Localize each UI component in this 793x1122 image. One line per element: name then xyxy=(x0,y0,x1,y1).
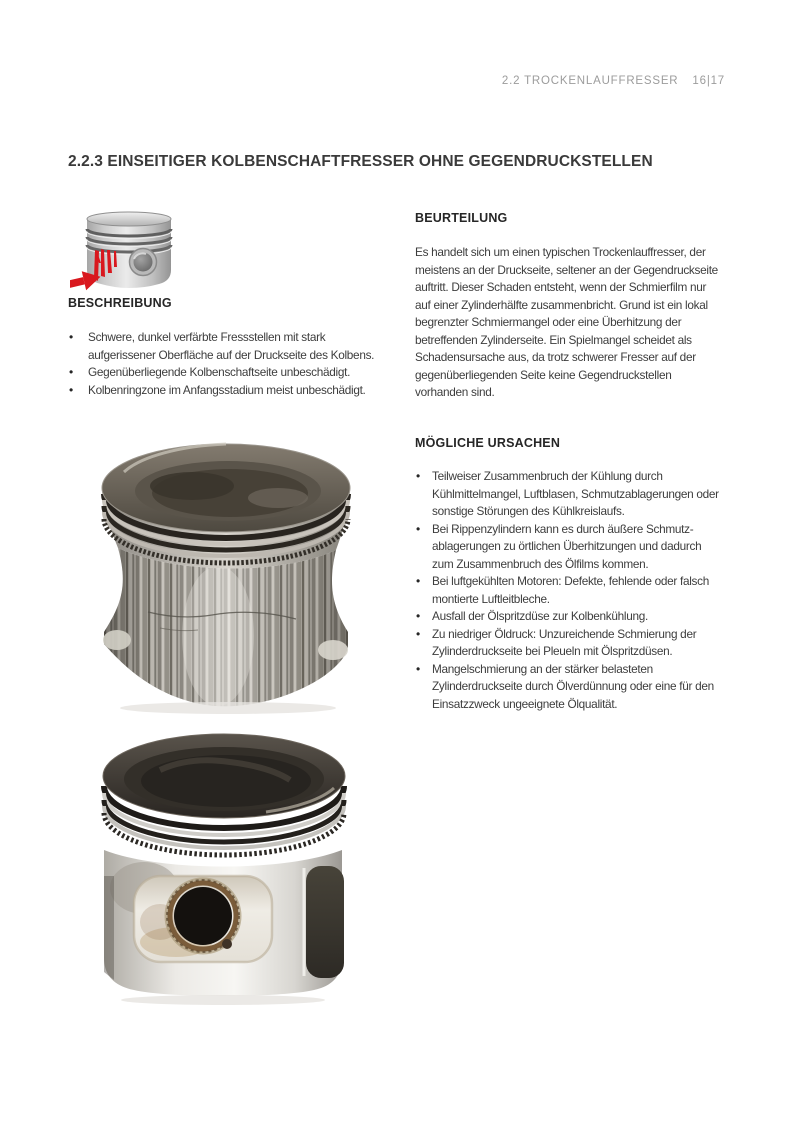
assessment-heading: BEURTEILUNG xyxy=(415,211,508,225)
piston-skirt-seizure-icon xyxy=(70,205,184,293)
list-item: • Teilweiser Zusammenbruch der Kühlung durch Kühlmittelmangel, Luftblasen, Schmutzablagerungen oder sonstige Störungen des Kühlkreislaufs. xyxy=(415,468,721,521)
scuffed-piston-skirt-photo xyxy=(90,436,362,718)
piston-damage-icon xyxy=(70,205,184,293)
page-title: 2.2.3 EINSEITIGER KOLBENSCHAFTFRESSER OHNE GEGENDRUCKSTELLEN xyxy=(68,153,653,170)
running-header-section: 2.2 TROCKENLAUFFRESSER xyxy=(501,75,679,87)
list-item: • Schwere, dunkel verfärbte Fressstellen mit stark aufgerissener Oberfläche auf der Druckseite des Kolbens. xyxy=(68,329,386,364)
piston-photo-scuffed-skirt xyxy=(90,436,362,718)
list-item: • Kolbenringzone im Anfangsstadium meist unbeschädigt. xyxy=(68,382,386,400)
piston-pin-boss-photo xyxy=(90,726,356,1008)
list-item: • Gegenüberliegende Kolbenschaftseite unbeschädigt. xyxy=(68,364,386,382)
page-number: 16|17 xyxy=(692,75,725,87)
description-list xyxy=(68,329,386,399)
causes-list xyxy=(415,468,721,713)
list-item: • Ausfall der Ölspritzdüse zur Kolbenkühlung. xyxy=(415,608,721,626)
description-heading: BESCHREIBUNG xyxy=(68,296,172,310)
causes-heading: MÖGLICHE URSACHEN xyxy=(415,436,561,450)
running-header xyxy=(502,75,725,87)
piston-photo-pin-boss xyxy=(90,726,356,1008)
list-item: • Bei luftgekühlten Motoren: Defekte, fehlende oder falsch montierte Luftleitbleche. xyxy=(415,573,721,608)
list-item: • Mangelschmierung an der stärker belasteten Zylinderdruckseite durch Ölverdünnung oder eine für den Einsatzzweck ungeeignete Ölqualität. xyxy=(415,661,721,714)
list-item: • Zu niedriger Öldruck: Unzureichende Schmierung der Zylinderdruckseite bei Pleueln mit Ölspritzdüsen. xyxy=(415,626,721,661)
list-item: • Bei Rippenzylindern kann es durch äußere Schmutzablagerungen zu örtlichen Überhitzungen und dadurch zum Zusammenbruch des Ölfilms kommen. xyxy=(415,521,721,574)
assessment-body: Es handelt sich um einen typischen Trockenlauffresser, der meistens an der Druckseite, seltener an der Gegendruckseite auftritt. Dieser Schaden entsteht, wenn der Schmierfilm nur auf einer Zylinderhälfte zusammenbricht. Grund ist ein lokal begrenzter Schmiermangel oder eine Überhitzung der betreffenden Zylinderseite. Ein Spielmangel scheidet als Schadensursache aus, da trotz schwerer Fresser auf der gegenüberliegenden Seite keine Gegendruckstellen vorhanden sind. xyxy=(415,245,718,399)
